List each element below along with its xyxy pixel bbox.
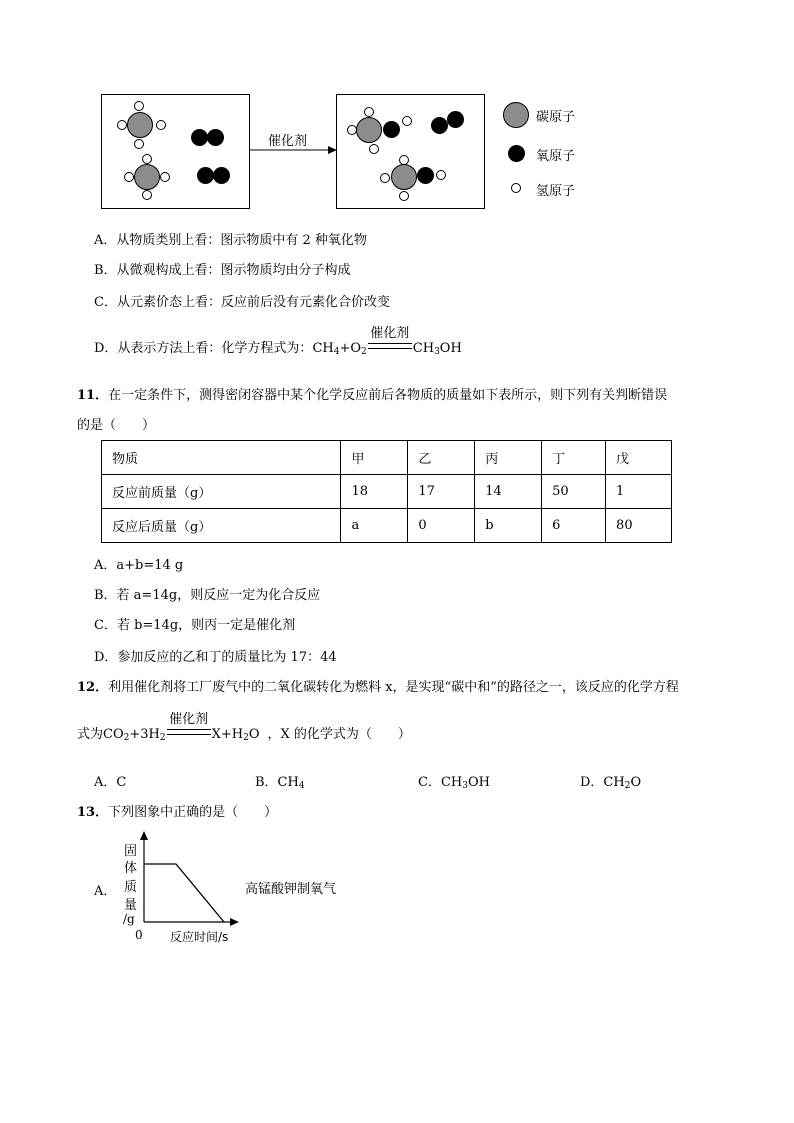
legend-oxygen-label: 氧原子 [536,149,576,164]
table-cell: 80 [606,509,672,543]
q11-option-d: D．参加反应的乙和丁的质量比为 17：44 [94,650,337,665]
oxygen-atom [431,117,448,134]
q12-stem-line2: 式为$CO_2+3H_2$ 催化剂 $X+H_2O$ ，X 的化学式为（ ） [77,712,411,743]
table-cell: 1 [606,475,672,509]
q11-stem-line1: 11．在一定条件下，测得密闭容器中某个化学反应前后各物质的质量如下表所示，则下列有关判断错误 [77,388,668,403]
hydrogen-atom [124,172,134,182]
graph-origin-label: 0 [135,928,143,942]
hydrogen-atom [134,101,144,111]
table-cell: a [341,509,408,543]
table-header-row [102,441,672,475]
table-cell: 物质 [102,441,341,475]
table-cell: 反应前质量（g） [102,475,341,509]
graph-y-label-3: 质 [124,880,138,895]
q11-option-b: B．若 a=14g，则反应一定为化合反应 [94,588,321,603]
table-cell: 丁 [542,441,606,475]
legend-carbon-label: 碳原子 [536,110,576,125]
mass-table [101,440,672,543]
q12-option-a: A．C [94,775,127,790]
q12-number: 12． [77,680,109,695]
oxygen-atom [197,167,214,184]
graph-x-label: 反应时间/s [170,930,229,944]
q10-option-d-prefix: D．从表示方法上看：化学方程式为： [94,341,313,356]
carbon-atom [391,164,417,190]
reactants-box [101,94,250,209]
q10-option-b: B．从微观构成上看：图示物质均由分子构成 [94,263,351,278]
legend-carbon-icon [503,102,529,128]
legend-hydrogen-label: 氢原子 [536,184,576,199]
table-cell: 甲 [341,441,408,475]
q10-option-a: A．从物质类别上看：图示物质中有 2 种氧化物 [94,233,367,248]
graph-data-line [144,864,224,922]
graph-caption: 高锰酸钾制氧气 [245,882,337,897]
mass-time-graph [138,830,244,930]
carbon-atom [127,112,153,138]
q11-number: 11． [77,388,109,403]
hydrogen-atom [436,170,446,180]
oxygen-atom [191,129,208,146]
q13-option-a-label: A． [94,884,117,899]
table-cell: 50 [542,475,606,509]
hydrogen-atom [117,120,127,130]
table-cell: 反应后质量（g） [102,509,341,543]
table-cell: 6 [542,509,606,543]
q12-equation-condition: 催化剂 [167,727,211,742]
oxygen-atom [213,167,230,184]
table-cell: 乙 [408,441,475,475]
carbon-atom [356,117,382,143]
table-cell: b [475,509,542,543]
table-cell: 14 [475,475,542,509]
q12-option-c: C．$CH_3OH$ [418,775,490,791]
q13-stem: 13．下列图象中正确的是（ ） [77,805,278,820]
q12-stem-line1: 12．利用催化剂将工厂废气中的二氧化碳转化为燃料 x，是实现“碳中和”的路径之一，该反应的化学方程 [77,680,679,695]
q10-option-d: D．从表示方法上看：化学方程式为：$CH_4+O_2$ 催化剂 $CH_3OH$ [94,326,462,357]
hydrogen-atom [380,173,390,183]
legend-hydrogen-icon [511,183,521,193]
q12-option-d: D．$CH_2O$ [580,775,642,791]
products-box [336,94,485,209]
hydrogen-atom [364,107,374,117]
equals-sign [167,729,211,735]
table-row [102,509,672,543]
table-cell: 丙 [475,441,542,475]
hydrogen-atom [142,154,152,164]
graph-y-label-unit: /g [123,912,135,926]
q11-option-c: C．若 b=14g，则丙一定是催化剂 [94,618,296,633]
oxygen-atom [207,129,224,146]
table-cell: 0 [408,509,475,543]
graph-y-label-1: 固 [124,844,138,859]
oxygen-atom [417,167,434,184]
q10-option-c: C．从元素价态上看：反应前后没有元素化合价改变 [94,295,390,310]
oxygen-atom [447,111,464,128]
legend-oxygen-icon [508,145,525,162]
graph-y-label-4: 量 [124,898,138,913]
q12-option-b: B．$CH_4$ [255,775,305,791]
graph-y-label-2: 体 [124,861,138,876]
equals-sign [368,343,412,349]
q11-option-a: A．a+b=14 g [94,558,184,573]
catalyst-label: 催化剂 [268,134,308,149]
q13-number: 13． [77,805,109,820]
q10-equation-condition: 催化剂 [368,341,412,356]
q11-stem-line2: 的是（ ） [77,418,156,433]
hydrogen-atom [399,191,409,201]
hydrogen-atom [156,120,166,130]
table-cell: 17 [408,475,475,509]
hydrogen-atom [142,190,152,200]
hydrogen-atom [160,172,170,182]
oxygen-atom [383,121,400,138]
table-cell: 戊 [606,441,672,475]
table-row [102,475,672,509]
carbon-atom [134,164,160,190]
table-cell: 18 [341,475,408,509]
hydrogen-atom [402,116,412,126]
reaction-arrow [250,144,338,156]
hydrogen-atom [134,139,144,149]
hydrogen-atom [369,144,379,154]
